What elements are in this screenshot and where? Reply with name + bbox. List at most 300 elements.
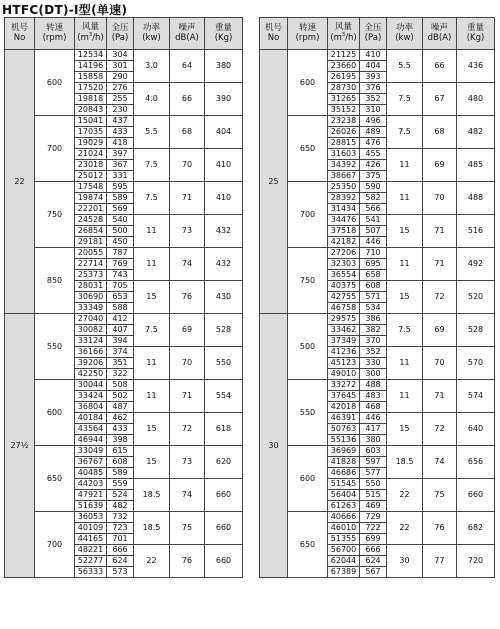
power-cell: 30	[387, 545, 423, 578]
airflow-cell: 43564	[75, 424, 107, 435]
airflow-cell: 56700	[328, 545, 360, 556]
power-cell: 15	[134, 413, 170, 446]
header-speed-label: 转速	[45, 22, 63, 33]
airflow-cell: 23660	[328, 61, 360, 72]
pressure-cell: 559	[107, 479, 134, 490]
pressure-cell: 507	[360, 226, 387, 237]
model-number-cell: 27½	[5, 314, 35, 578]
airflow-cell: 33049	[75, 446, 107, 457]
noise-cell: 70	[170, 347, 205, 380]
airflow-cell: 46686	[328, 468, 360, 479]
header-pressure	[360, 18, 387, 50]
pressure-cell: 541	[360, 215, 387, 226]
pressure-cell: 508	[107, 380, 134, 391]
noise-cell: 70	[423, 182, 457, 215]
airflow-cell: 20843	[75, 105, 107, 116]
weight-cell: 660	[205, 545, 243, 578]
airflow-cell: 21024	[75, 149, 107, 160]
airflow-cell: 36053	[75, 512, 107, 523]
power-cell: 15	[387, 413, 423, 446]
speed-cell: 550	[35, 314, 75, 380]
model-number-cell: 25	[260, 50, 288, 314]
power-cell: 11	[134, 248, 170, 281]
noise-cell: 69	[170, 314, 205, 347]
airflow-cell: 34392	[328, 160, 360, 171]
pressure-cell: 301	[107, 61, 134, 72]
pressure-cell: 488	[360, 380, 387, 391]
airflow-cell: 42182	[328, 237, 360, 248]
pressure-cell: 412	[107, 314, 134, 325]
weight-cell: 640	[457, 413, 495, 446]
airflow-cell: 26854	[75, 226, 107, 237]
speed-cell: 600	[288, 446, 328, 512]
weight-cell: 390	[205, 83, 243, 116]
airflow-cell: 33424	[75, 391, 107, 402]
airflow-cell: 41236	[328, 347, 360, 358]
pressure-cell: 417	[360, 424, 387, 435]
airflow-cell: 42250	[75, 369, 107, 380]
pressure-cell: 732	[107, 512, 134, 523]
pressure-cell: 566	[360, 204, 387, 215]
weight-cell: 380	[205, 50, 243, 83]
pressure-cell: 524	[107, 490, 134, 501]
pressure-cell: 300	[360, 369, 387, 380]
pressure-cell: 394	[107, 336, 134, 347]
power-cell: 7.5	[134, 314, 170, 347]
power-cell: 5.5	[134, 116, 170, 149]
weight-cell: 520	[457, 281, 495, 314]
pressure-cell: 393	[360, 72, 387, 83]
header-noise-label: 噪声	[178, 22, 196, 33]
pressure-cell: 534	[360, 303, 387, 314]
airflow-unit-pre: (m	[77, 32, 89, 43]
airflow-cell: 12534	[75, 50, 107, 61]
airflow-cell: 28031	[75, 281, 107, 292]
weight-cell: 482	[457, 116, 495, 149]
airflow-cell: 36804	[75, 402, 107, 413]
header-noise	[423, 18, 457, 50]
power-cell: 7.5	[387, 314, 423, 347]
speed-cell: 700	[35, 116, 75, 182]
airflow-cell: 51639	[75, 501, 107, 512]
airflow-cell: 30690	[75, 292, 107, 303]
airflow-cell: 27206	[328, 248, 360, 259]
header-speed-label: 转速	[298, 22, 316, 33]
speed-cell: 650	[288, 116, 328, 182]
weight-cell: 432	[205, 215, 243, 248]
airflow-cell: 37518	[328, 226, 360, 237]
airflow-cell: 34476	[328, 215, 360, 226]
airflow-unit-post: /h)	[345, 32, 357, 43]
power-cell: 7.5	[387, 116, 423, 149]
airflow-cell: 23018	[75, 160, 107, 171]
speed-cell: 750	[288, 248, 328, 314]
airflow-cell: 49010	[328, 369, 360, 380]
header-airflow-unit	[77, 33, 103, 43]
noise-cell: 74	[170, 248, 205, 281]
pressure-cell: 705	[107, 281, 134, 292]
pressure-cell: 433	[107, 424, 134, 435]
airflow-cell: 17035	[75, 127, 107, 138]
noise-cell: 72	[170, 413, 205, 446]
power-cell: 22	[387, 479, 423, 512]
airflow-cell: 21125	[328, 50, 360, 61]
table-row	[5, 116, 243, 127]
header-weight	[457, 18, 495, 50]
airflow-cell: 31434	[328, 204, 360, 215]
pressure-cell: 515	[360, 490, 387, 501]
airflow-unit-post: /h)	[92, 32, 104, 43]
weight-cell: 430	[205, 281, 243, 314]
pressure-cell: 666	[360, 545, 387, 556]
header-airflow-unit	[330, 33, 356, 43]
pressure-cell: 374	[107, 347, 134, 358]
pressure-cell: 407	[107, 325, 134, 336]
noise-cell: 75	[170, 512, 205, 545]
header-speed-unit: (rpm)	[42, 32, 67, 43]
pressure-cell: 658	[360, 270, 387, 281]
pressure-cell: 276	[107, 83, 134, 94]
header-model-label: 机号	[10, 22, 28, 33]
weight-cell: 574	[457, 380, 495, 413]
pressure-cell: 230	[107, 105, 134, 116]
weight-cell: 554	[205, 380, 243, 413]
table-row	[260, 182, 495, 193]
pressure-cell: 729	[360, 512, 387, 523]
airflow-cell: 19874	[75, 193, 107, 204]
airflow-cell: 33272	[328, 380, 360, 391]
airflow-cell: 26026	[328, 127, 360, 138]
weight-cell: 410	[205, 149, 243, 182]
pressure-cell: 386	[360, 314, 387, 325]
weight-cell: 436	[457, 50, 495, 83]
pressure-cell: 608	[107, 457, 134, 468]
airflow-cell: 25350	[328, 182, 360, 193]
pressure-cell: 603	[360, 446, 387, 457]
airflow-unit-pre: (m	[330, 32, 342, 43]
pressure-cell: 573	[107, 567, 134, 578]
power-cell: 15	[387, 281, 423, 314]
noise-cell: 68	[170, 116, 205, 149]
pressure-cell: 367	[107, 160, 134, 171]
table-row	[260, 314, 495, 325]
pressure-cell: 455	[360, 149, 387, 160]
airflow-cell: 33124	[75, 336, 107, 347]
airflow-cell: 24528	[75, 215, 107, 226]
table-row	[260, 116, 495, 127]
power-cell: 11	[134, 380, 170, 413]
weight-cell: 528	[457, 314, 495, 347]
pressure-cell: 370	[360, 336, 387, 347]
header-power-label: 功率	[142, 22, 160, 33]
table-row	[5, 512, 243, 523]
weight-cell: 404	[205, 116, 243, 149]
airflow-cell: 20055	[75, 248, 107, 259]
table-row	[260, 380, 495, 391]
header-power-label: 功率	[395, 22, 413, 33]
header-pressure-unit: (Pa)	[111, 32, 129, 43]
power-cell: 4.0	[134, 83, 170, 116]
noise-cell: 73	[170, 215, 205, 248]
power-cell: 22	[387, 512, 423, 545]
header-model-unit: No	[267, 32, 280, 43]
airflow-cell: 23238	[328, 116, 360, 127]
weight-cell: 488	[457, 182, 495, 215]
airflow-cell: 39206	[75, 358, 107, 369]
header-noise-label: 噪声	[430, 22, 448, 33]
pressure-cell: 550	[360, 479, 387, 490]
spec-table-right	[259, 17, 495, 578]
header-row	[5, 18, 243, 50]
weight-cell: 480	[457, 83, 495, 116]
header-power-unit: (kw)	[395, 32, 414, 43]
power-cell: 15	[134, 281, 170, 314]
airflow-cell: 28392	[328, 193, 360, 204]
airflow-cell: 27040	[75, 314, 107, 325]
header-power	[387, 18, 423, 50]
airflow-cell: 25373	[75, 270, 107, 281]
pressure-cell: 496	[360, 116, 387, 127]
table-row	[5, 50, 243, 61]
noise-cell: 74	[423, 446, 457, 479]
weight-cell: 485	[457, 149, 495, 182]
pressure-cell: 398	[107, 435, 134, 446]
pressure-cell: 322	[107, 369, 134, 380]
airflow-cell: 40666	[328, 512, 360, 523]
pressure-cell: 582	[360, 193, 387, 204]
speed-cell: 650	[35, 446, 75, 512]
table-row	[260, 248, 495, 259]
pressure-cell: 437	[107, 116, 134, 127]
airflow-cell: 46391	[328, 413, 360, 424]
airflow-cell: 50763	[328, 424, 360, 435]
header-weight-label: 重量	[214, 22, 232, 33]
pressure-cell: 595	[107, 182, 134, 193]
page-title: HTFC(DT)-Ⅰ型(单速)	[2, 3, 128, 17]
pressure-cell: 589	[107, 468, 134, 479]
noise-cell: 77	[423, 545, 457, 578]
model-number-cell: 30	[260, 314, 288, 578]
weight-cell: 618	[205, 413, 243, 446]
airflow-cell: 15041	[75, 116, 107, 127]
header-weight-unit: (Kg)	[214, 32, 233, 43]
noise-cell: 72	[423, 413, 457, 446]
airflow-cell: 37645	[328, 391, 360, 402]
airflow-cell: 40485	[75, 468, 107, 479]
pressure-cell: 351	[107, 358, 134, 369]
header-pressure-label: 全压	[111, 22, 129, 33]
airflow-cell: 36969	[328, 446, 360, 457]
header-speed	[288, 18, 328, 50]
pressure-cell: 569	[107, 204, 134, 215]
noise-cell: 69	[423, 314, 457, 347]
header-power-unit: (kw)	[142, 32, 161, 43]
power-cell: 18.5	[134, 512, 170, 545]
airflow-cell: 40109	[75, 523, 107, 534]
pressure-cell: 426	[360, 160, 387, 171]
airflow-cell: 48221	[75, 545, 107, 556]
speed-cell: 750	[35, 182, 75, 248]
power-cell: 11	[134, 215, 170, 248]
header-pressure-unit: (Pa)	[364, 32, 382, 43]
header-weight-label: 重量	[466, 22, 484, 33]
header-weight	[205, 18, 243, 50]
airflow-cell: 42755	[328, 292, 360, 303]
pressure-cell: 310	[360, 105, 387, 116]
header-airflow-label: 风量	[81, 22, 99, 33]
airflow-cell: 28730	[328, 83, 360, 94]
airflow-cell: 47921	[75, 490, 107, 501]
pressure-cell: 450	[107, 237, 134, 248]
table-row	[5, 248, 243, 259]
noise-cell: 71	[170, 182, 205, 215]
airflow-cell: 42018	[328, 402, 360, 413]
airflow-cell: 33462	[328, 325, 360, 336]
speed-cell: 500	[288, 314, 328, 380]
header-noise	[170, 18, 205, 50]
header-noise-unit: dB(A)	[427, 32, 452, 43]
airflow-cell: 22201	[75, 204, 107, 215]
pressure-cell: 433	[107, 127, 134, 138]
noise-cell: 75	[423, 479, 457, 512]
power-cell: 15	[387, 215, 423, 248]
pressure-cell: 482	[107, 501, 134, 512]
pressure-cell: 695	[360, 259, 387, 270]
table-row	[5, 380, 243, 391]
airflow-cell: 17548	[75, 182, 107, 193]
noise-cell: 68	[423, 116, 457, 149]
pressure-cell: 404	[360, 61, 387, 72]
pressure-cell: 352	[360, 347, 387, 358]
airflow-cell: 52277	[75, 556, 107, 567]
airflow-unit-sup: 3	[88, 32, 93, 39]
pressure-cell: 590	[360, 182, 387, 193]
pressure-cell: 567	[360, 567, 387, 578]
airflow-cell: 67389	[328, 567, 360, 578]
airflow-cell: 26195	[328, 72, 360, 83]
airflow-cell: 30082	[75, 325, 107, 336]
noise-cell: 70	[170, 149, 205, 182]
airflow-cell: 31265	[328, 94, 360, 105]
table-row	[260, 50, 495, 61]
noise-cell: 71	[423, 380, 457, 413]
weight-cell: 550	[205, 347, 243, 380]
pressure-cell: 446	[360, 237, 387, 248]
pressure-cell: 380	[360, 435, 387, 446]
pressure-cell: 500	[107, 226, 134, 237]
power-cell: 7.5	[134, 182, 170, 215]
airflow-cell: 51355	[328, 534, 360, 545]
weight-cell: 516	[457, 215, 495, 248]
pressure-cell: 699	[360, 534, 387, 545]
power-cell: 11	[387, 347, 423, 380]
pressure-cell: 469	[360, 501, 387, 512]
power-cell: 11	[387, 182, 423, 215]
airflow-cell: 61263	[328, 501, 360, 512]
power-cell: 22	[134, 545, 170, 578]
header-model-label: 机号	[264, 22, 282, 33]
airflow-cell: 35152	[328, 105, 360, 116]
pressure-cell: 290	[107, 72, 134, 83]
pressure-cell: 588	[107, 303, 134, 314]
pressure-cell: 701	[107, 534, 134, 545]
airflow-cell: 55136	[328, 435, 360, 446]
pressure-cell: 375	[360, 171, 387, 182]
header-speed-unit: (rpm)	[295, 32, 320, 43]
pressure-cell: 743	[107, 270, 134, 281]
noise-cell: 72	[423, 281, 457, 314]
pressure-cell: 608	[360, 281, 387, 292]
pressure-cell: 330	[360, 358, 387, 369]
pressure-cell: 722	[360, 523, 387, 534]
pressure-cell: 624	[107, 556, 134, 567]
header-noise-unit: dB(A)	[175, 32, 199, 43]
noise-cell: 74	[170, 479, 205, 512]
power-cell: 15	[134, 446, 170, 479]
pressure-cell: 410	[360, 50, 387, 61]
airflow-cell: 41828	[328, 457, 360, 468]
pressure-cell: 571	[360, 292, 387, 303]
pressure-cell: 615	[107, 446, 134, 457]
pressure-cell: 502	[107, 391, 134, 402]
pressure-cell: 397	[107, 149, 134, 160]
pressure-cell: 418	[107, 138, 134, 149]
table-row	[260, 512, 495, 523]
pressure-cell: 597	[360, 457, 387, 468]
header-power	[134, 18, 170, 50]
airflow-cell: 31603	[328, 149, 360, 160]
header-model	[260, 18, 288, 50]
header-airflow	[75, 18, 107, 50]
pressure-cell: 446	[360, 413, 387, 424]
airflow-cell: 40375	[328, 281, 360, 292]
airflow-cell: 46758	[328, 303, 360, 314]
weight-cell: 620	[205, 446, 243, 479]
pressure-cell: 540	[107, 215, 134, 226]
weight-cell: 492	[457, 248, 495, 281]
header-row	[260, 18, 495, 50]
airflow-cell: 30044	[75, 380, 107, 391]
airflow-unit-sup: 3	[341, 32, 346, 39]
speed-cell: 600	[288, 50, 328, 116]
pressure-cell: 723	[107, 523, 134, 534]
header-airflow	[328, 18, 360, 50]
airflow-cell: 32303	[328, 259, 360, 270]
weight-cell: 682	[457, 512, 495, 545]
pressure-cell: 352	[360, 94, 387, 105]
header-pressure-label: 全压	[364, 22, 382, 33]
header-model-unit: No	[13, 32, 26, 43]
airflow-cell: 46944	[75, 435, 107, 446]
weight-cell: 432	[205, 248, 243, 281]
weight-cell: 660	[205, 479, 243, 512]
header-weight-unit: (Kg)	[466, 32, 485, 43]
pressure-cell: 476	[360, 138, 387, 149]
noise-cell: 76	[170, 281, 205, 314]
spec-table-left	[4, 17, 243, 578]
speed-cell: 700	[35, 512, 75, 578]
airflow-cell: 17520	[75, 83, 107, 94]
airflow-cell: 33349	[75, 303, 107, 314]
pressure-cell: 382	[360, 325, 387, 336]
header-pressure	[107, 18, 134, 50]
power-cell: 11	[387, 149, 423, 182]
noise-cell: 66	[170, 83, 205, 116]
header-speed	[35, 18, 75, 50]
noise-cell: 67	[423, 83, 457, 116]
airflow-cell: 56404	[328, 490, 360, 501]
pressure-cell: 710	[360, 248, 387, 259]
